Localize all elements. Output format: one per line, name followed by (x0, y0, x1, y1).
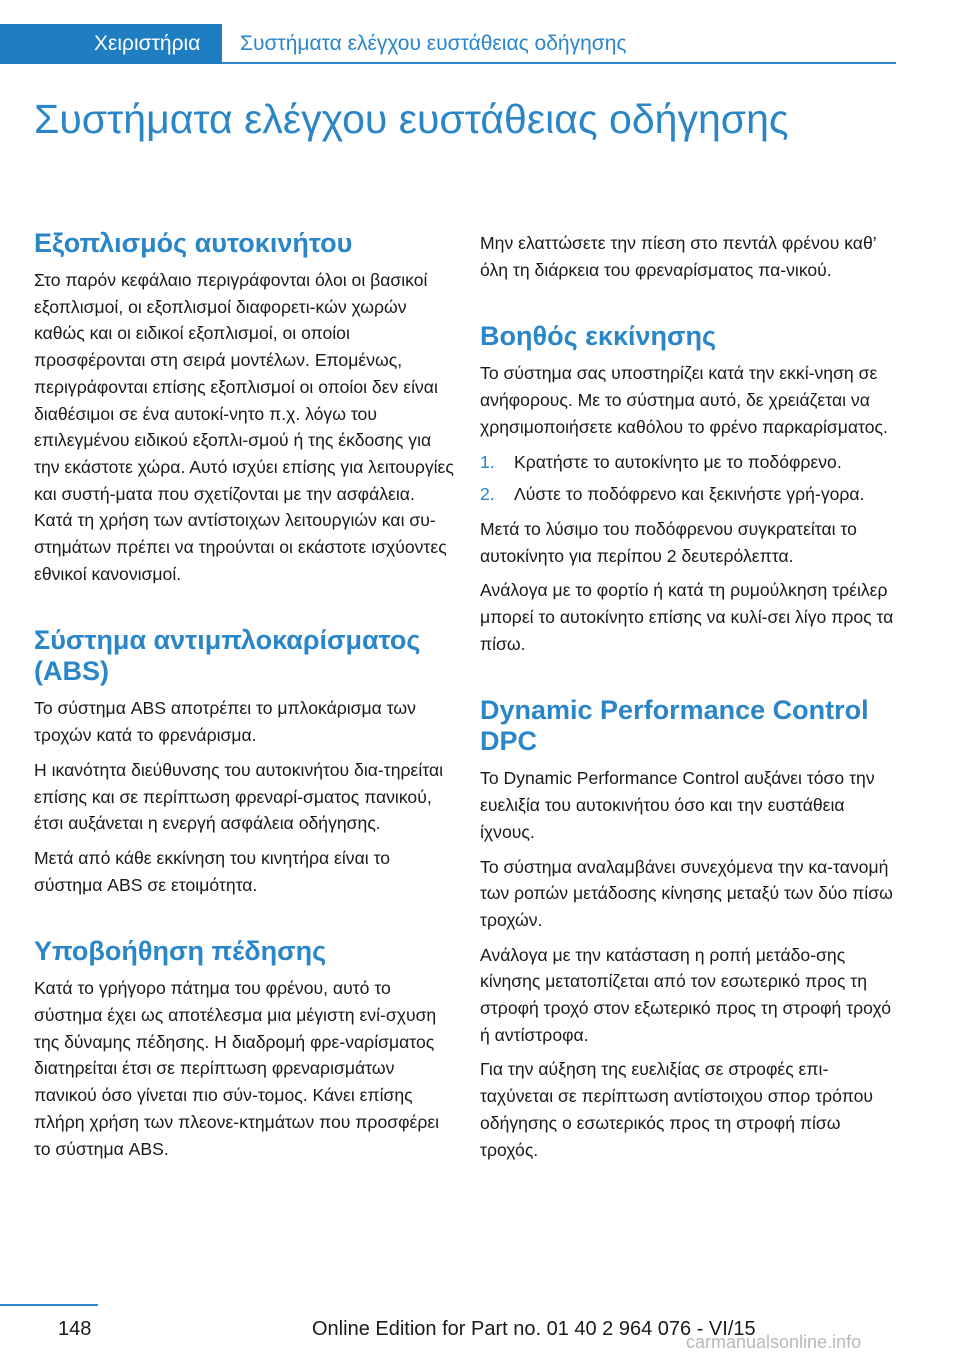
step-number: 2. (480, 484, 495, 505)
step-text: Λύστε το ποδόφρενο και ξεκινήστε γρή-γορα. (514, 484, 865, 505)
steps-list (480, 449, 900, 508)
heading-vehicle-equipment: Εξοπλισμός αυτοκινήτου (34, 228, 353, 258)
step-number: 1. (480, 451, 495, 472)
paragraph-dpc-3: Ανάλογα με την κατάσταση η ροπή μετάδο-σης κίνησης μετατοπίζεται από τον εσωτερικό προς τη στροφή τροχό στον εξωτερικό προς τη στροφή τροχό ή αντίστροφα. (480, 944, 892, 1045)
paragraph-equipment-intro: Στο παρόν κεφάλαιο περιγράφονται όλοι οι βασικοί εξοπλισμοί, οι εξοπλισμοί διαφορετι-κών χωρών καθώς και οι ειδικοί εξοπλισμοί, οι οποίοι προσφέρονται στη σειρά μοντέλων. Επομένως, περιγράφονται επίσης εξοπλισμοί οι οποίοι δεν είναι διαθέσιμοι σε ένα αυτοκί-νητο π.χ. λόγω του επιλεγμένου ειδικού εξοπλι-σμού ή της έκδοσης για την εκάστοτε χώρα. Αυτό ισχύει επίσης για λειτουργίες και συστή-ματα που σχετίζονται με την ασφάλεια. Κατά τη χρήση των αντίστοιχων λειτουργιών και συ-στημάτων πρέπει να τηρούνται οι εκάστοτε ισχύοντες εθνικοί κανονισμοί. (34, 270, 454, 584)
paragraph-brake-assist: Κατά το γρήγορο πάτημα του φρένου, αυτό το σύστημα έχει ως αποτέλεσμα μια μέγιστη ενί-σχυση της δύναμης πέδησης. Η διαδρομή φρε-ναρίσματος διατηρείται έτσι σε περίπτωση φρεναρισμάτων πανικού όσο γίνεται πιο σύν-τομος. Κάνει επίσης πλήρη χρήση των πλεονε-κτημάτων που προσφέρει το σύστημα ABS. (34, 978, 440, 1159)
running-header (0, 24, 896, 64)
heading-brake-assist: Υποβοήθηση πέδησης (34, 936, 327, 967)
paragraph-abs-1: Το σύστημα ABS αποτρέπει το μπλοκάρισμα των τροχών κατά το φρενάρισμα. (34, 698, 416, 746)
list-item (480, 449, 900, 476)
footer-rule (0, 1304, 98, 1306)
paragraph-dpc-1: Το Dynamic Performance Control αυξάνει τόσο την ευελιξία του αυτοκινήτου όσο και την ευστάθεια ίχνους. (480, 768, 875, 842)
chapter-tab[interactable]: Χειριστήρια (0, 24, 222, 64)
heading-abs: Σύστημα αντιμπλοκαρίσματος (ABS) (34, 625, 421, 687)
paragraph-hill-start-1: Το σύστημα σας υποστηρίζει κατά την εκκί-νηση σε ανήφορους. Με το σύστημα αυτό, δε χρειάζεται να χρησιμοποιήσετε καθόλου το φρένο παρκαρίσματος. (480, 363, 888, 437)
left-column (34, 228, 454, 1170)
header-rule (222, 62, 896, 64)
paragraph-dpc-4: Για την αύξηση της ευελιξίας σε στροφές επι-ταχύνεται σε περίπτωση αντίστοιχου σπορ τρόπου οδήγησης ο εσωτερικός προς τη στροφή πίσω τροχός. (480, 1059, 873, 1160)
heading-dpc: Dynamic Performance Control DPC (480, 695, 869, 757)
paragraph-hill-start-3: Ανάλογα με το φορτίο ή κατά τη ρυμούλκηση τρέιλερ μπορεί το αυτοκίνητο επίσης να κυλί-σει λίγο προς τα πίσω. (480, 580, 894, 654)
heading-hill-start-assist: Βοηθός εκκίνησης (480, 321, 717, 352)
paragraph-abs-2: Η ικανότητα διεύθυνσης του αυτοκινήτου δια-τηρείται επίσης και σε περίπτωση φρεναρί-σματος πανικού, έτσι αυξάνεται η ενεργή ασφάλεια οδήγησης. (34, 759, 444, 834)
section-tab[interactable]: Συστήματα ελέγχου ευστάθειας οδήγησης (240, 32, 627, 55)
page-number: 148 (58, 1318, 92, 1340)
step-text: Κρατήστε το αυτοκίνητο με το ποδόφρενο. (514, 451, 842, 472)
right-column (480, 230, 900, 1171)
list-item (480, 481, 900, 508)
edition-line: Online Edition for Part no. 01 40 2 964 076 - VI/15 (312, 1318, 756, 1340)
page-title: Συστήματα ελέγχου ευστάθειας οδήγησης (34, 96, 789, 142)
paragraph-brake-pressure: Μην ελαττώσετε την πίεση στο πεντάλ φρένου καθ’ όλη τη διάρκεια του φρεναρίσματος πα-νικού. (480, 233, 876, 280)
watermark: carmanualsonline.info (686, 1332, 862, 1352)
paragraph-dpc-2: Το σύστημα αναλαμβάνει συνεχόμενα την κα-τανομή των ροπών μετάδοσης κίνησης μεταξύ των δύο πίσω τροχών. (480, 856, 893, 930)
paragraph-abs-3: Μετά από κάθε εκκίνηση του κινητήρα είναι το σύστημα ABS σε ετοιμότητα. (34, 847, 391, 895)
paragraph-hill-start-2: Μετά το λύσιμο του ποδόφρενου συγκρατείται το αυτοκίνητο για περίπου 2 δευτερόλεπτα. (480, 518, 857, 566)
